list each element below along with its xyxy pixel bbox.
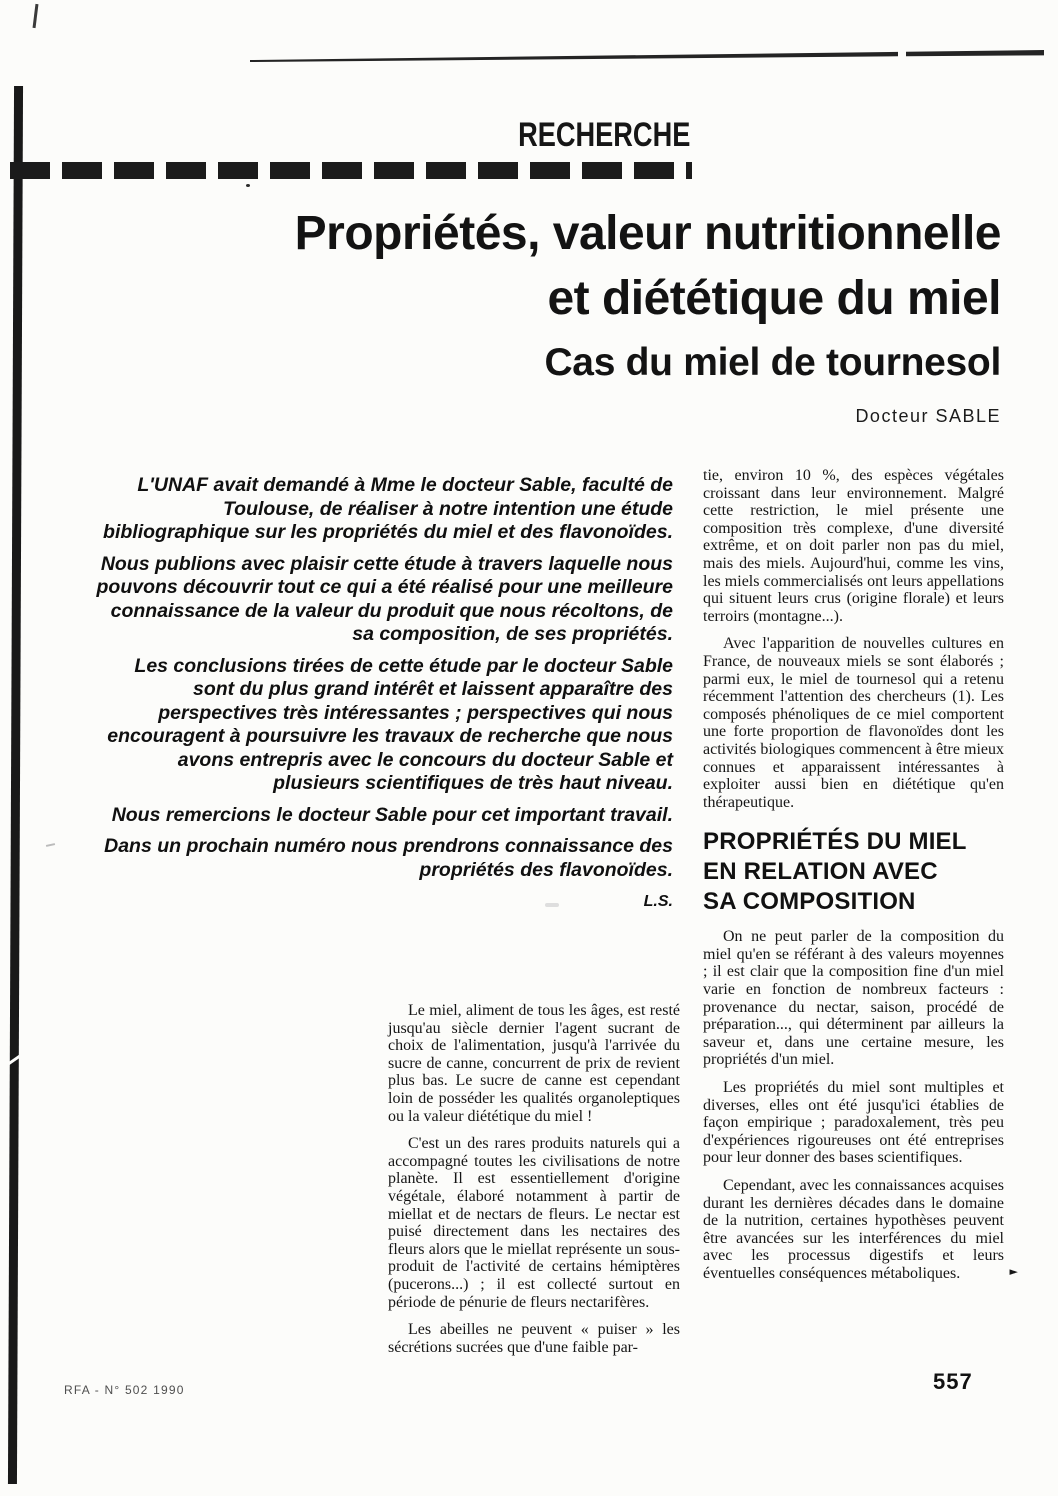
page-number: 557 <box>933 1369 973 1394</box>
section-heading-line: PROPRIÉTÉS DU MIEL <box>703 828 967 856</box>
section-heading <box>703 827 1004 917</box>
body-paragraph: Les abeilles ne peuvent « puiser » les sécrétions sucrées que d'une faible par- <box>388 1321 680 1356</box>
intro-paragraph: L'UNAF avait demandé à Mme le docteur Sable, faculté de Toulouse, de réaliser à notre intention une étude bibliographique sur les propriétés du miel et des flavonoïdes. <box>103 474 673 543</box>
article-title-line-2: et diététique du miel <box>547 272 1001 325</box>
body-paragraph: tie, environ 10 %, des espèces végétales croissant dans leur environnement. Malgré cette restriction, le miel présente une composition très complexe, d'une diversité extrême, et on doit parler non pas du miel, mais des miels. Aujourd'hui, comme les vins, les miels commercialisés ont leurs appellations qui situent leurs crus (origine florale) et leurs terroirs (montagne...). <box>703 467 1004 625</box>
continuation-arrow-icon: ► <box>1009 1264 1018 1278</box>
section-heading-line: EN RELATION AVEC <box>703 858 938 886</box>
body-paragraph: Le miel, aliment de tous les âges, est resté jusqu'au siècle dernier l'agent sucrant de choix de l'alimentation, jusqu'à l'arrivée du sucre de canne, concurrent de prix de revient plus bas. Le sucre de canne est cependant loin de posséder les qualités organoleptiques ou la valeur diététique du miel ! <box>388 1002 680 1125</box>
body-column-middle <box>388 1002 680 1366</box>
article-subtitle: Cas du miel de tournesol <box>544 341 1001 384</box>
section-kicker: RECHERCHE <box>517 116 690 154</box>
intro-paragraph: Dans un prochain numéro nous prendrons connaissance des propriétés des flavonoïdes. <box>104 835 673 881</box>
scan-artifact-scratch <box>33 4 39 28</box>
scan-artifact-dot <box>246 184 250 187</box>
body-paragraph: On ne peut parler de la composition du miel qu'en se référant à des valeurs moyennes ; il est clair que la composition fine d'un miel varie en fonction de nombreux facteurs : provenance du nectar, saison, procédé de préparation..., qui déterminent par ailleurs la saveur et, dans une certaine mesure, les propriétés d'un miel. <box>703 928 1004 1069</box>
section-heading-line: SA COMPOSITION <box>703 888 916 916</box>
body-paragraph: Les propriétés du miel sont multiples et diverses, elles ont été jusqu'ici établies de façon empirique ; paradoxalement, très peu d'expériences rigoureuses ont été entreprises pour leur donner des bases scientifiques. <box>703 1079 1004 1167</box>
scan-artifact-notch <box>7 1054 22 1066</box>
scan-artifact-left-bar <box>8 86 23 1484</box>
author-byline: Docteur SABLE <box>855 406 1001 426</box>
scan-artifact-diagonal-line <box>250 46 1044 64</box>
body-paragraph: C'est un des rares produits naturels qui a accompagné toutes les civilisations de notre planète. Il est essentiellement d'origine végétale, élaboré notamment à partir de miellat et de nectars de fleurs. Le nectar est puisé directement dans les nectaires des fleurs alors que le miellat représente un sous-produit de l'activité de certains hémiptères (pucerons...) ; il est collecté surtout en période de pénurie de fleurs nectarifères. <box>388 1135 680 1311</box>
intro-paragraph: Nous publions avec plaisir cette étude à travers laquelle nous pouvons découvrir tout ce qui a été réalisé pour une meilleure connaissance de la valeur du produit que nous récoltons, de sa composition, de ses propriétés. <box>96 552 673 645</box>
body-column-right <box>703 467 1018 1293</box>
dashed-divider <box>10 162 692 179</box>
intro-paragraph: Nous remercions le docteur Sable pour cet important travail. <box>111 803 673 826</box>
scan-artifact-dash <box>46 843 55 847</box>
article-title-line-1: Propriétés, valeur nutritionnelle <box>294 207 1001 260</box>
body-paragraph-text: Cependant, avec les connaissances acquises durant les dernières décades dans le domaine de la nutrition, certaines hypothèses peuvent être avancées sur les interférences du miel avec les processus digestifs et leurs éventuelles conséquences métaboliques. <box>703 1177 1004 1282</box>
intro-paragraph: Les conclusions tirées de cette étude par le docteur Sable sont du plus grand intérêt et laissent apparaître des perspectives très intéressantes ; perspectives qui nous encouragent à poursuivre les travaux de recherche que nous avons entrepris avec le concours du docteur Sable et plusieurs scientifiques de très haut niveau. <box>107 654 673 794</box>
article-title-block <box>295 201 1001 427</box>
body-paragraph <box>703 1177 1018 1283</box>
editorial-intro <box>95 474 673 922</box>
footer-issue-label: RFA - N° 502 1990 <box>64 1383 185 1397</box>
intro-signature: L.S. <box>643 893 673 910</box>
body-paragraph: Avec l'apparition de nouvelles cultures en France, de nouveaux miels se sont élaborés ; parmi eux, le miel de tournesol qui a retenu récemment l'attention des chercheurs (1). Les composés phénoliques de ce miel comportent une forte proportion de flavonoïdes dont les activités biologiques commencent à être mieux connues et apparaissent intéressantes à exploiter aussi bien en diététique qu'en thérapeutique. <box>703 635 1004 811</box>
